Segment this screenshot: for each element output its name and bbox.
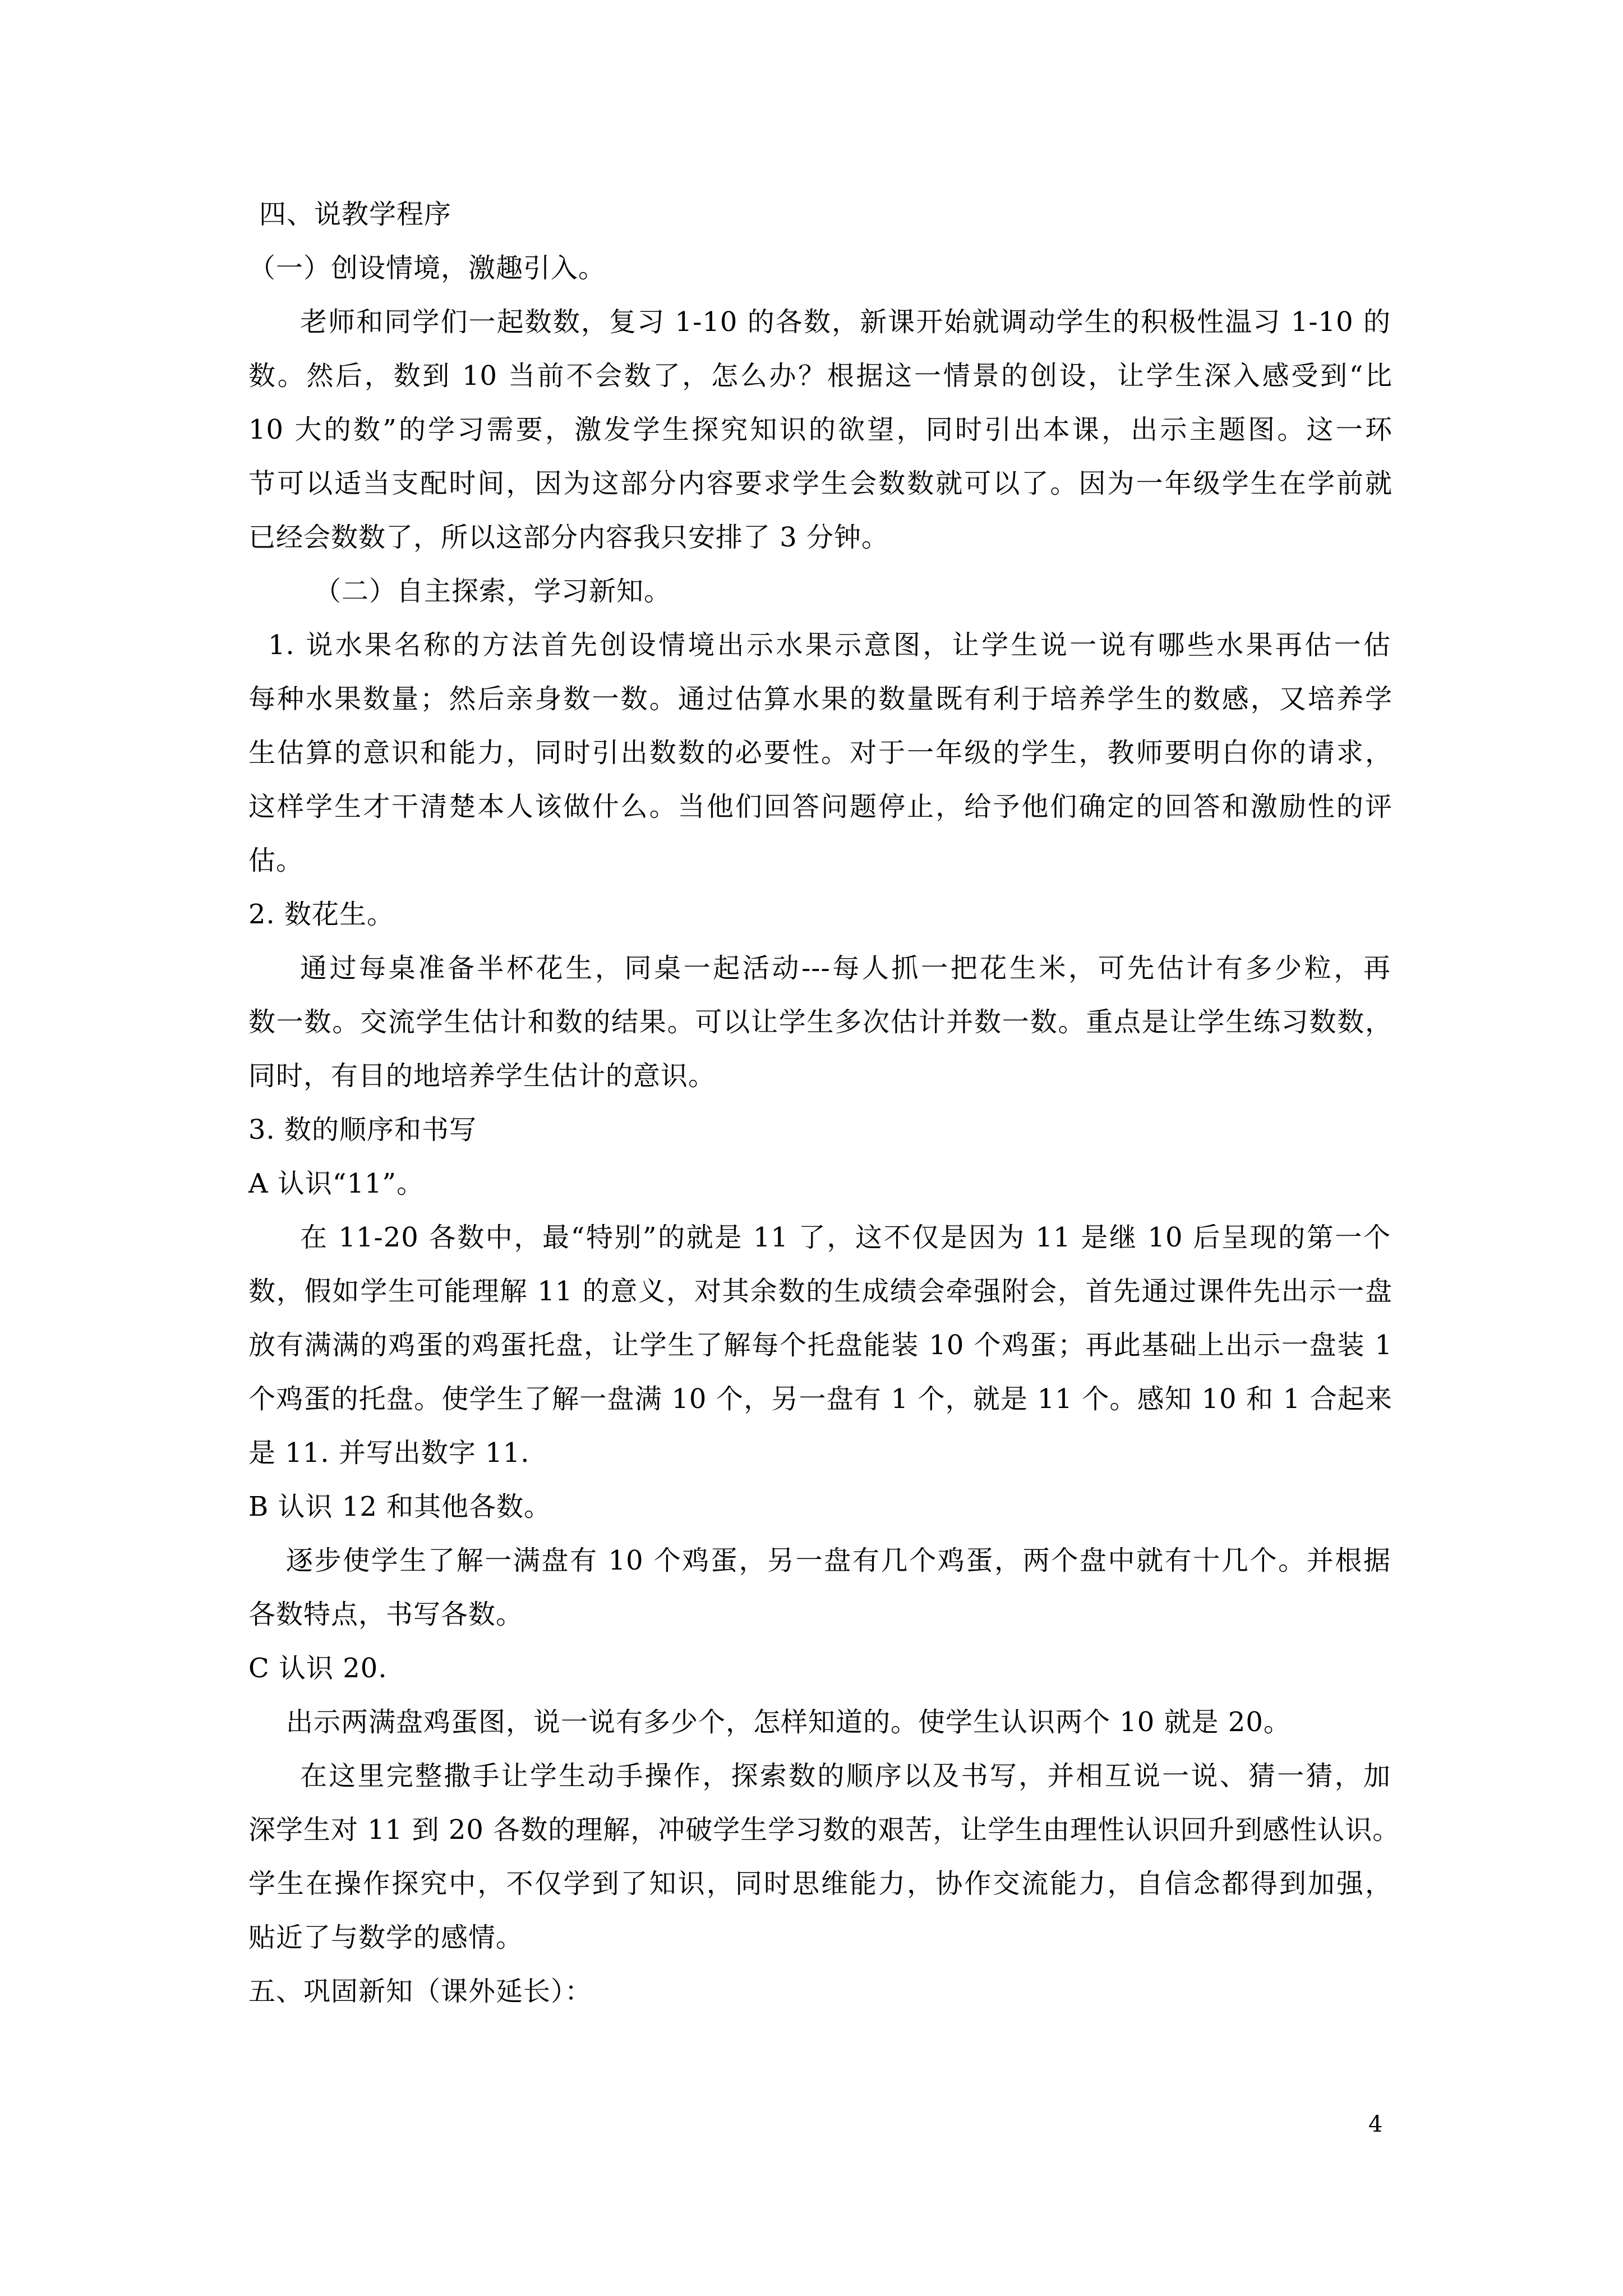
paragraph-line: 每种水果数量；然后亲身数一数。通过估算水果的数量既有利于培养学生的数感，又培养学: [248, 683, 1393, 715]
list-item-heading: 2. 数花生。: [248, 899, 395, 930]
paragraph-line: 已经会数数了，所以这部分内容我只安排了 3 分钟。: [248, 522, 889, 553]
sub-item-heading: A 认识“11”。: [248, 1168, 425, 1199]
paragraph-line: 逐步使学生了解一满盘有 10 个鸡蛋，另一盘有几个鸡蛋，两个盘中就有十几个。并根据: [286, 1545, 1391, 1576]
paragraph-line: 估。: [248, 845, 304, 876]
paragraph-line: 个鸡蛋的托盘。使学生了解一盘满 10 个，另一盘有 1 个，就是 11 个。感知 10 和 1 合起来: [248, 1383, 1393, 1415]
paragraph-line: 10 大的数”的学习需要，激发学生探究知识的欲望，同时引出本课，出示主题图。这一环: [248, 414, 1393, 445]
paragraph-line: 同时，有目的地培养学生估计的意识。: [248, 1060, 716, 1092]
sub-item-heading: C 认识 20.: [248, 1653, 388, 1684]
section-heading: 四、说教学程序: [259, 199, 452, 230]
paragraph-line: 出示两满盘鸡蛋图，说一说有多少个，怎样知道的。使学生认识两个 10 就是 20。: [286, 1706, 1291, 1738]
paragraph-line: 在 11-20 各数中，最“特别”的就是 11 了，这不仅是因为 11 是继 10 后呈现的第一个: [300, 1222, 1391, 1253]
paragraph-line: 深学生对 11 到 20 各数的理解，冲破学生学习数的艰苦，让学生由理性认识回升到感性认识。: [248, 1814, 1400, 1846]
paragraph-line: 贴近了与数学的感情。: [248, 1922, 524, 1953]
paragraph-line: 1. 说水果名称的方法首先创设情境出示水果示意图，让学生说一说有哪些水果再估一估: [268, 629, 1391, 661]
paragraph-line: 通过每桌准备半杯花生，同桌一起活动---每人抓一把花生米，可先估计有多少粒，再: [300, 953, 1391, 984]
list-item-heading: 3. 数的顺序和书写: [248, 1114, 477, 1145]
subsection-heading: （一）创设情境，激趣引入。: [248, 252, 606, 284]
subsection-heading: （二）自主探索，学习新知。: [314, 576, 672, 607]
paragraph-line: 生估算的意识和能力，同时引出数数的必要性。对于一年级的学生，教师要明白你的请求，: [248, 737, 1393, 769]
paragraph-line: 老师和同学们一起数数，复习 1-10 的各数，新课开始就调动学生的积极性温习 1-10 的: [300, 306, 1391, 338]
page-number: 4: [1368, 2111, 1383, 2137]
paragraph-line: 是 11. 并写出数字 11.: [248, 1437, 530, 1469]
paragraph-line: 这样学生才干清楚本人该做什么。当他们回答问题停止，给予他们确定的回答和激励性的评: [248, 791, 1393, 822]
paragraph-line: 数。然后，数到 10 当前不会数了，怎么办？根据这一情景的创设，让学生深入感受到“比: [248, 360, 1393, 392]
paragraph-line: 节可以适当支配时间，因为这部分内容要求学生会数数就可以了。因为一年级学生在学前就: [248, 468, 1393, 499]
paragraph-line: 学生在操作探究中，不仅学到了知识，同时思维能力，协作交流能力，自信念都得到加强，: [248, 1868, 1393, 1899]
paragraph-line: 放有满满的鸡蛋的鸡蛋托盘，让学生了解每个托盘能装 10 个鸡蛋；再此基础上出示一盘装 1: [248, 1329, 1393, 1361]
paragraph-line: 数，假如学生可能理解 11 的意义，对其余数的生成绩会牵强附会，首先通过课件先出示一盘: [248, 1276, 1393, 1307]
sub-item-heading: B 认识 12 和其他各数。: [248, 1491, 552, 1522]
section-heading: 五、巩固新知（课外延长）：: [248, 1976, 593, 2007]
paragraph-line: 各数特点，书写各数。: [248, 1599, 524, 1630]
paragraph-line: 在这里完整撒手让学生动手操作，探索数的顺序以及书写，并相互说一说、猜一猜，加: [300, 1760, 1391, 1792]
paragraph-line: 数一数。交流学生估计和数的结果。可以让学生多次估计并数一数。重点是让学生练习数数，: [248, 1006, 1393, 1038]
